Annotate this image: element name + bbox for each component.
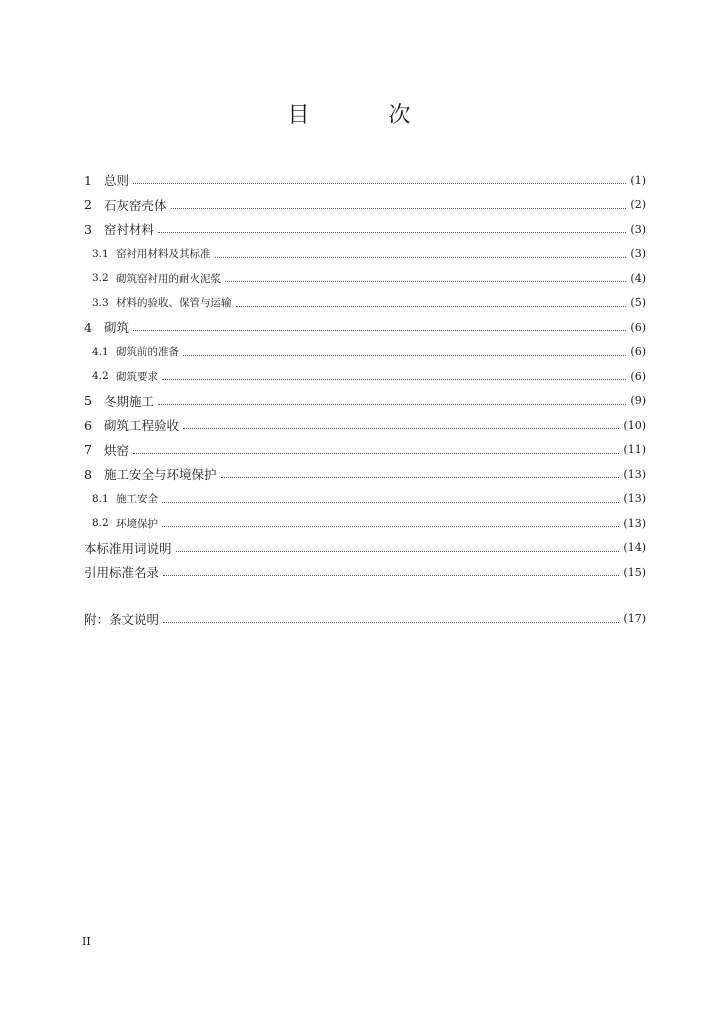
toc-entry-page: (9) [630,394,646,408]
toc-entry-page: (14) [623,541,646,555]
toc-entry [84,291,646,316]
page-number: II [82,935,91,948]
dot-leader [221,476,620,478]
toc-entry [84,168,646,193]
toc-entry-page: (15) [623,565,646,579]
toc-entry-label: 砌筑 [104,320,130,336]
toc-entry-label: 烘窑 [104,442,130,458]
toc-entry-label: 窑衬用材料及其标准 [116,248,211,261]
dot-leader [171,207,627,209]
dot-leader [236,305,627,307]
dot-leader [163,621,619,623]
toc-entry-number: 7 [84,442,92,458]
toc-entry-number: 1 [84,172,92,188]
dot-leader [163,574,619,576]
toc-entry [84,217,646,242]
toc-entry [84,438,646,463]
toc-entry-page: (3) [630,247,646,261]
toc-entry-number: 4.1 [92,345,109,358]
toc-entry-page: (13) [623,516,646,530]
toc-entry [84,340,646,365]
page-title: 目 次 [287,103,447,128]
dot-leader [215,256,627,258]
dot-leader [158,231,626,233]
toc-entry-number: 6 [84,417,92,433]
toc-entry-page: (10) [623,418,646,432]
dot-leader [162,501,619,503]
toc-entry [84,242,646,267]
toc-entry-page: (2) [630,198,646,212]
table-of-contents [84,168,646,631]
toc-entry-number: 8 [84,466,92,482]
toc-entry [84,413,646,438]
toc-entry-page: (17) [623,612,646,626]
toc-entry [84,560,646,585]
toc-entry-number: 4.2 [92,370,109,383]
toc-entry-label: 窑衬材料 [104,222,155,238]
toc-entry-page: (6) [630,320,646,334]
toc-entry [84,193,646,218]
dot-leader [225,280,626,282]
toc-entry-number: 8.1 [92,492,109,505]
toc-entry-label: 砌筑工程验收 [104,418,180,434]
toc-entry-page: (1) [630,173,646,187]
toc-entry-number: 5 [84,393,92,409]
toc-entry-label: 施工安全与环境保护 [104,467,217,483]
toc-entry [84,536,646,561]
toc-entry-number: 3 [84,221,92,237]
toc-entry-number: 4 [84,319,92,335]
toc-entry-page: (3) [630,222,646,236]
toc-entry [84,607,646,632]
toc-entry [84,462,646,487]
toc-entry-label: 总则 [104,173,130,189]
toc-entry-page: (13) [623,467,646,481]
toc-entry-label: 石灰窑壳体 [104,197,167,213]
toc-entry [84,389,646,414]
toc-entry [84,511,646,536]
toc-entry-label: 砌筑要求 [116,370,158,383]
dot-leader [133,329,626,331]
toc-entry-label: 冬期施工 [104,393,155,409]
toc-entry-page: (11) [623,443,646,457]
toc-entry-number: 3.2 [92,272,109,285]
toc-entry-page: (5) [630,296,646,310]
toc-entry-number: 8.2 [92,517,109,530]
dot-leader [158,403,626,405]
toc-entry-page: (4) [630,271,646,285]
toc-entry-number: 3.1 [92,247,109,260]
toc-entry-label: 引用标准名录 [84,565,160,581]
toc-entry-label: 施工安全 [116,493,158,506]
dot-leader [133,452,619,454]
dot-leader [183,427,619,429]
dot-leader [183,354,626,356]
toc-entry-label: 本标准用词说明 [84,540,172,556]
toc-entry-label: 环境保护 [116,517,158,530]
toc-entry [84,266,646,291]
toc-entry [84,364,646,389]
toc-entry-page: (6) [630,369,646,383]
toc-entry [84,487,646,512]
dot-leader [133,182,626,184]
toc-entry [84,315,646,340]
toc-entry-number: 3.3 [92,296,109,309]
toc-entry-number: 2 [84,197,92,213]
toc-entry-label: 砌筑前的准备 [116,346,179,359]
toc-entry-label: 砌筑窑衬用的耐火泥浆 [116,272,221,285]
toc-entry-label: 附：条文说明 [84,611,160,627]
dot-leader [176,550,620,552]
toc-entry-label: 材料的验收、保管与运输 [116,297,232,310]
toc-entry-page: (6) [630,345,646,359]
toc-entry-page: (13) [623,492,646,506]
dot-leader [162,378,626,380]
dot-leader [162,525,619,527]
